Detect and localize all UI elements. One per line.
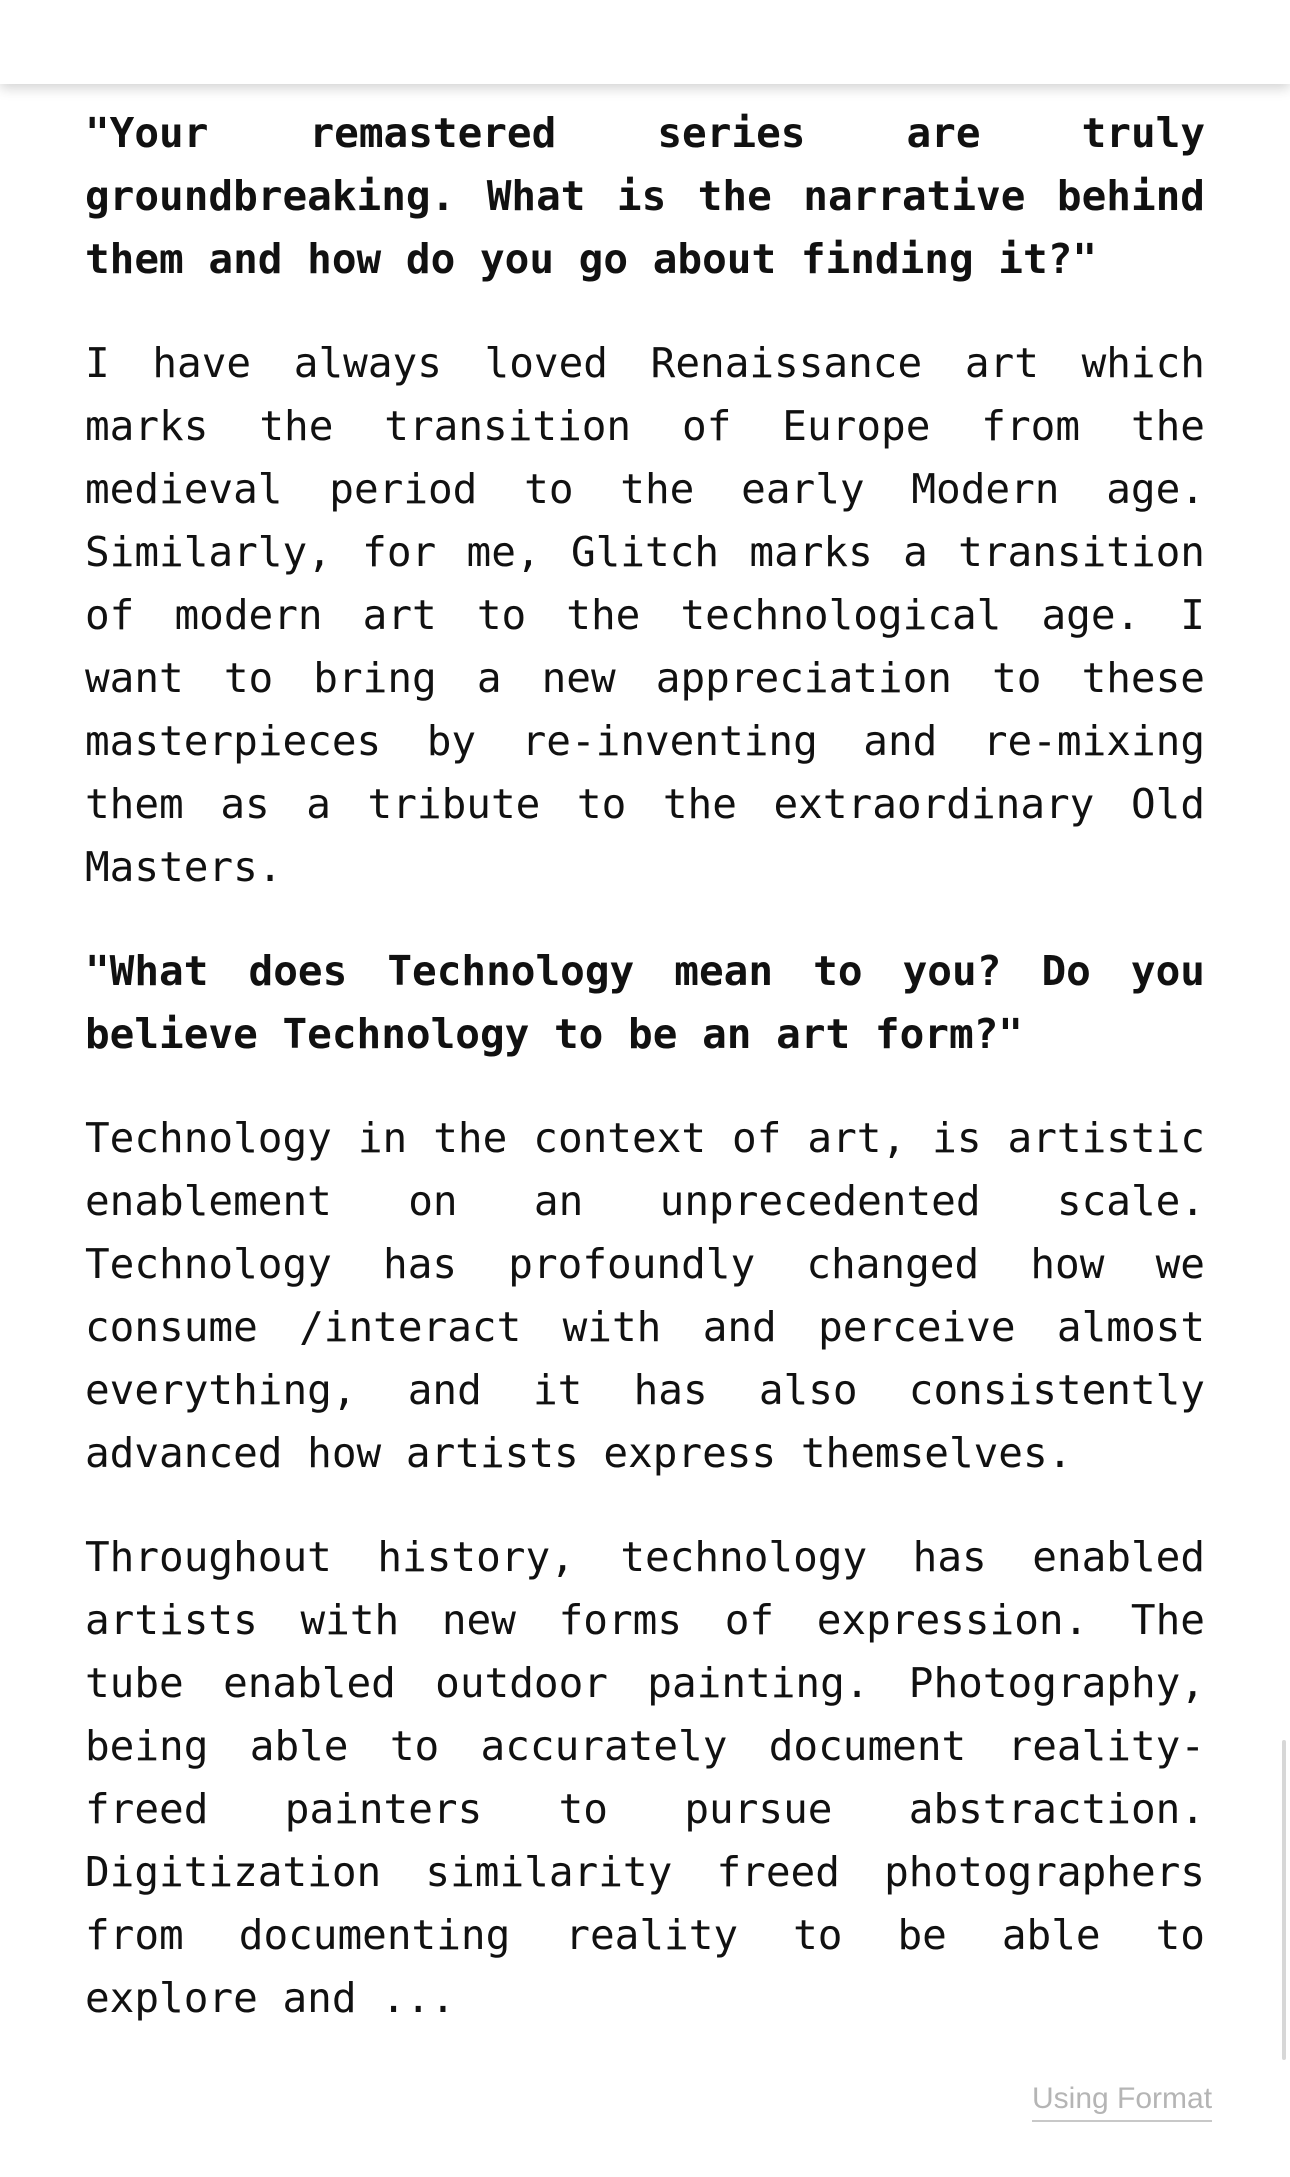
using-format-badge[interactable]: Using Format xyxy=(1032,2082,1212,2122)
scrollbar[interactable] xyxy=(1282,1740,1286,2060)
article-body xyxy=(85,102,1205,2071)
top-navigation-bar xyxy=(0,0,1290,84)
interview-answer-2: Technology in the context of art, is artistic enablement on an unprecedented scale. Technology has profoundly changed how we consume /interact with and perceive almost everything, and it has also consistently advanced how artists express themselves. xyxy=(85,1114,1205,1477)
interview-question-2: "What does Technology mean to you? Do you believe Technology to be an art form?" xyxy=(85,947,1205,1058)
interview-question-1: "Your remastered series are truly groundbreaking. What is the narrative behind them and how do you go about finding it?" xyxy=(85,109,1205,283)
interview-answer-1: I have always loved Renaissance art which marks the transition of Europe from the medieval period to the early Modern age. Similarly, for me, Glitch marks a transition of modern art to the technological age. I want to bring a new appreciation to these masterpieces by re-inventing and re-mixing them as a tribute to the extraordinary Old Masters. xyxy=(85,339,1205,891)
interview-answer-3: Throughout history, technology has enabled artists with new forms of expression. The tube enabled outdoor painting. Photography, being able to accurately document reality- freed painters to pursue abstraction. Digitization similarity freed photographers from documenting reality to be able to explore and ... xyxy=(85,1533,1205,2022)
